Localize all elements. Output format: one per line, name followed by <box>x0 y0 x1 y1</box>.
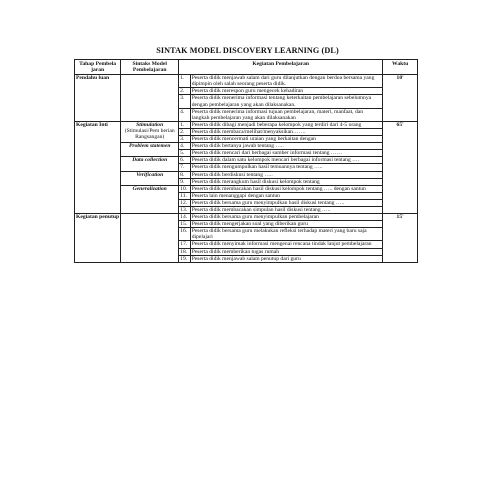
time-penutup: 15' <box>383 214 418 263</box>
header-tahap: Tahap Pembela jaran <box>75 60 121 75</box>
syntax-data-name: Data collection <box>132 157 168 164</box>
activity-text: Peserta didik berdiskusi tentang ….. <box>190 171 383 178</box>
time-inti: 65' <box>383 121 418 213</box>
activity-text: Peserta didik merespon guru mengecek kehadiran <box>190 88 383 95</box>
row-number: 7. <box>179 164 191 171</box>
row-number: 1. <box>179 75 191 88</box>
activity-text: Peserta didik menjawab salam dari guru dilanjutkan dengan berdoa bersama yang dipimpin oleh salah seorang peserta didik. <box>190 75 383 88</box>
activity-text: Peserta didik memberikan tugas rumah <box>190 248 383 255</box>
activity-text: Peserta didik menerima informasi tentang keterkaitan pembelajaran sebelumnya dengan pembelajaran yang akan dilaksanakan. <box>190 95 383 108</box>
row-number: 11. <box>179 192 191 199</box>
document-title: SINTAK MODEL DISCOVERY LEARNING (DL) <box>156 46 339 55</box>
table-header-row <box>75 60 418 75</box>
header-waktu: Waktu <box>383 60 418 75</box>
row-number: 4. <box>179 108 191 121</box>
row-number: 2. <box>179 88 191 95</box>
row-number: 9. <box>179 178 191 185</box>
activity-text: Peserta didik mengumpulkan hasil temuannya tentang ….. <box>190 164 383 171</box>
syntax-verification <box>121 171 179 185</box>
table-row <box>75 171 418 178</box>
row-number: 4. <box>179 143 191 150</box>
row-number: 2. <box>179 128 191 135</box>
syntax-stimulation-name: Stimulation <box>136 121 164 128</box>
table-row <box>75 214 418 221</box>
table-row <box>75 157 418 164</box>
activity-text: Peserta didik bersama guru melakukan refleksi terhadap materi yang baru saja dipelajari <box>190 228 383 241</box>
syntax-problem-statement <box>121 143 179 157</box>
activity-text: Peserta didik bertanya jawab tentang ….. <box>190 143 383 150</box>
syntax-generalization-name: Generalization <box>132 185 167 192</box>
activity-text: Peserta didik membacakan hasil diskusi kelompok tentang ….. dengan santun <box>190 185 383 192</box>
activity-text: Peserta didik bersama guru menyimpulkan pembelajaran <box>190 214 383 221</box>
syntax-empty-cell <box>121 75 179 122</box>
activity-text: Peserta didik membacakan simpulan hasil diskusi tentang ….. <box>190 206 383 213</box>
syntax-generalization <box>121 185 179 213</box>
table-row <box>75 143 418 150</box>
row-number: 14. <box>179 214 191 221</box>
time-pendahuluan: 10' <box>383 75 418 122</box>
stage-pendahuluan: Pendahu luan <box>75 75 121 122</box>
activity-text: Peserta didik dibagi menjadi beberapa kelompok yang terdiri dari 4-5 orang <box>190 121 383 128</box>
row-number: 1. <box>179 121 191 128</box>
activity-text: Peserta didik menyimak informasi mengenai rencana tindak lanjut pembelajaran <box>190 241 383 248</box>
row-number: 3. <box>179 95 191 108</box>
syntax-table <box>74 59 418 263</box>
row-number: 10. <box>179 185 191 192</box>
row-number: 3. <box>179 136 191 143</box>
activity-text: Peserta didik mencermati uraian yang berkaitan dengan <box>190 136 383 143</box>
activity-text: Peserta didik merangkum hasil diskusi kelompok tentang <box>190 178 383 185</box>
stage-inti: Kegiatan Inti <box>75 121 121 213</box>
row-number: 13. <box>179 206 191 213</box>
header-sintaks: Sintaks Model Pembelajaran <box>121 60 179 75</box>
activity-text: Peserta lain menanggapi dengan santun <box>190 192 383 199</box>
row-number: 16. <box>179 228 191 241</box>
activity-text: Peserta didik membaca/melihat/menyaksikan……. <box>190 128 383 135</box>
row-number: 5. <box>179 150 191 157</box>
syntax-empty-cell <box>121 214 179 263</box>
header-kegiatan: Kegiatan Pembelajaran <box>179 60 383 75</box>
syntax-verification-name: Verification <box>136 171 164 178</box>
activity-text: Peserta didik mengerjakan soal yang diberikan guru <box>190 221 383 228</box>
activity-text: Peserta didik menjawab salam penutup dari guru <box>190 255 383 262</box>
activity-text: Peserta didik dalam satu kelompok mencari berbagai informasi tentang …. <box>190 157 383 164</box>
activity-text: Peserta didik mencari dari berbagai sumber informasi tentang …… <box>190 150 383 157</box>
stage-penutup: Kegiatan penutup <box>75 214 121 263</box>
syntax-data-collection <box>121 157 179 171</box>
row-number: 8. <box>179 171 191 178</box>
table-row <box>75 121 418 128</box>
row-number: 15. <box>179 221 191 228</box>
activity-text: Peserta didik menerima informasi tujuan pembelajaran, materi, manfaat, dan langkah pembelajaran yang akan dilaksanakan <box>190 108 383 121</box>
row-number: 6. <box>179 157 191 164</box>
syntax-problem-name: Problem statemen <box>128 143 171 150</box>
row-number: 12. <box>179 199 191 206</box>
row-number: 19. <box>179 255 191 262</box>
row-number: 18. <box>179 248 191 255</box>
table-row <box>75 75 418 88</box>
activity-text: Peserta didik bersama guru menyimpulkan hasil diskusi tentang ….. <box>190 199 383 206</box>
table-row <box>75 185 418 192</box>
syntax-stimulation <box>121 121 179 142</box>
row-number: 17. <box>179 241 191 248</box>
syntax-stimulation-subtitle: (Stimulasi/Pem berian Rangsangan) <box>124 127 175 141</box>
